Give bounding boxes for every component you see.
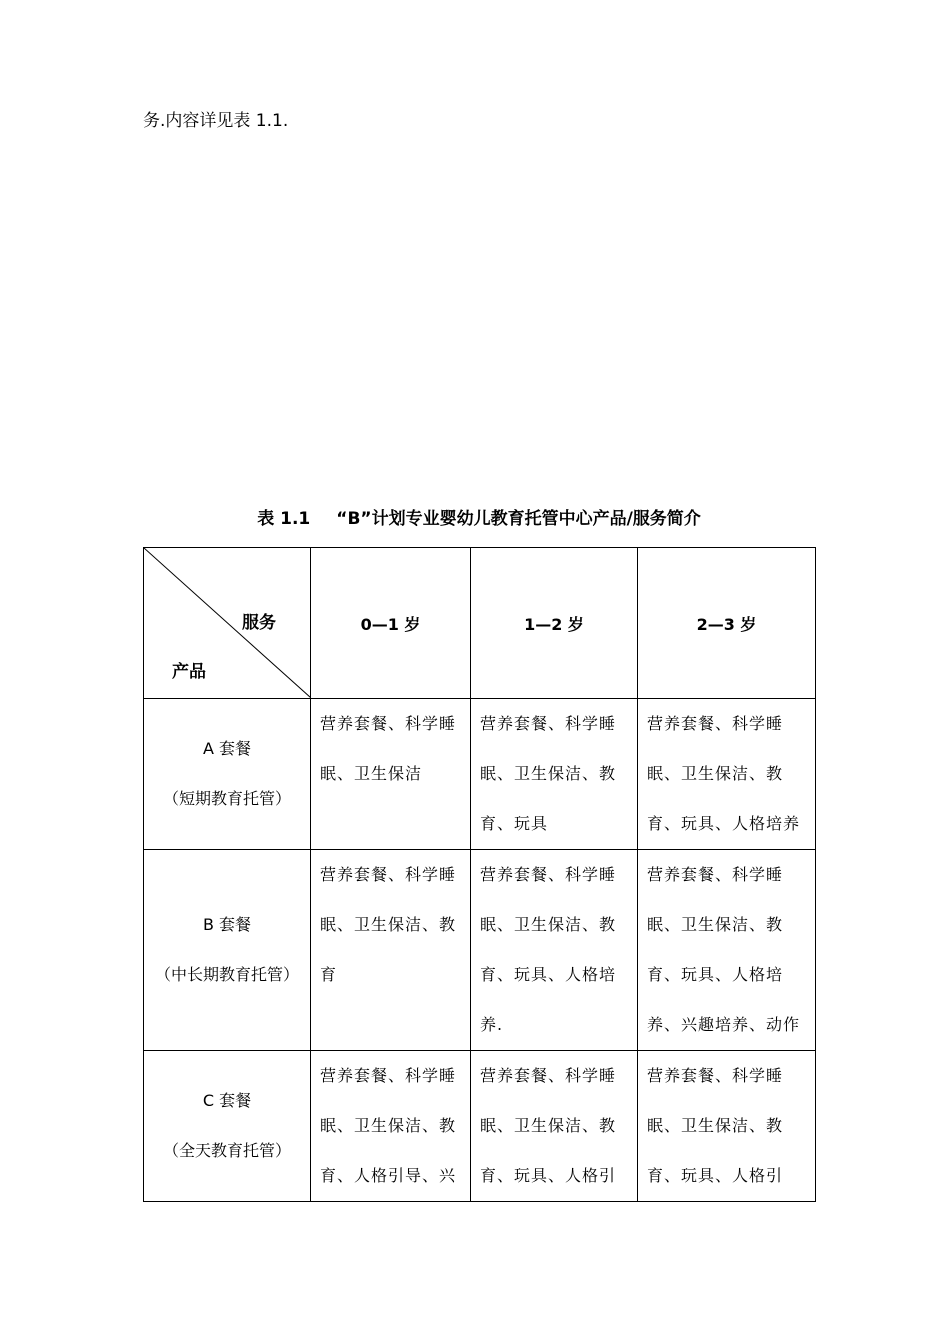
service-cell-text: 营养套餐、科学睡眠、卫生保洁、教育、玩具、人格培养. [480, 865, 617, 1034]
package-name: B 套餐 [202, 915, 252, 934]
package-subtitle: （中长期教育托管） [154, 965, 299, 984]
intro-text: 务.内容详见表 1.1. [143, 111, 289, 131]
service-cell [638, 850, 816, 1051]
age-header-2-3: 2—3 岁 [638, 548, 816, 699]
service-cell [471, 699, 638, 850]
service-cell-text: 营养套餐、科学睡眠、卫生保洁、教育 [320, 865, 457, 984]
package-subtitle: （全天教育托管） [162, 1141, 291, 1160]
table-caption-number: 表 1.1 [257, 509, 311, 529]
package-cell-b [144, 850, 311, 1051]
package-name: C 套餐 [202, 1091, 252, 1110]
corner-service-label: 服务 [242, 613, 276, 633]
corner-product-label: 产品 [172, 662, 206, 682]
diagonal-divider [144, 548, 311, 698]
age-header-0-1: 0—1 岁 [311, 548, 471, 699]
service-cell [471, 850, 638, 1051]
table-row [144, 699, 816, 850]
age-header-1-2: 1—2 岁 [471, 548, 638, 699]
table-header-row [144, 548, 816, 699]
service-cell-text: 营养套餐、科学睡眠、卫生保洁、教育、玩具、人格引 [480, 1066, 617, 1185]
service-cell-text: 营养套餐、科学睡眠、卫生保洁 [320, 714, 457, 783]
service-cell-text: 营养套餐、科学睡眠、卫生保洁、教育、玩具、人格引 [647, 1066, 784, 1185]
service-cell-text: 营养套餐、科学睡眠、卫生保洁、教育、人格引导、兴 [320, 1066, 457, 1185]
service-cell [311, 850, 471, 1051]
service-cell-text: 营养套餐、科学睡眠、卫生保洁、教育、玩具 [480, 714, 617, 833]
service-cell [471, 1051, 638, 1202]
service-cell-text: 营养套餐、科学睡眠、卫生保洁、教育、玩具、人格培养、兴趣培养、动作 [647, 865, 801, 1034]
table-caption-title: “B”计划专业婴幼儿教育托管中心产品/服务简介 [336, 509, 701, 529]
table-row [144, 850, 816, 1051]
table-caption [143, 506, 815, 532]
package-subtitle: （短期教育托管） [162, 789, 291, 808]
service-cell-text: 营养套餐、科学睡眠、卫生保洁、教育、玩具、人格培养 [647, 714, 801, 833]
corner-header-cell [144, 548, 311, 699]
package-name: A 套餐 [202, 739, 252, 758]
service-cell [311, 699, 471, 850]
service-cell [311, 1051, 471, 1202]
service-cell [638, 1051, 816, 1202]
service-table [143, 547, 816, 1202]
package-cell-a [144, 699, 311, 850]
package-cell-c [144, 1051, 311, 1202]
table-row [144, 1051, 816, 1202]
service-cell [638, 699, 816, 850]
